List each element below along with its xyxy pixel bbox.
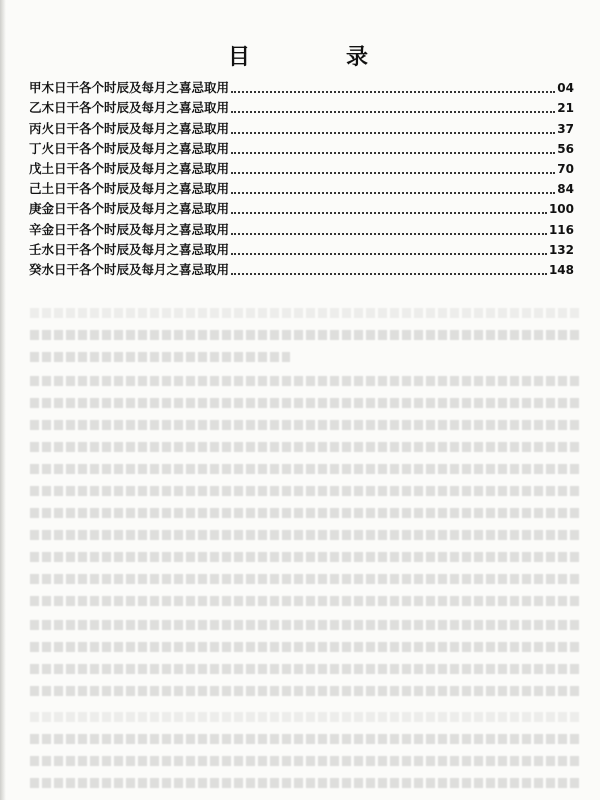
toc-entry-page: 84	[557, 182, 574, 197]
bleed-line	[30, 664, 580, 674]
toc-entry-page: 21	[557, 101, 574, 116]
page-edge-shadow	[0, 0, 6, 800]
bleed-line	[30, 308, 580, 318]
toc-entry-page: 04	[557, 81, 574, 96]
bleed-line	[30, 530, 580, 540]
bleed-line	[30, 352, 290, 362]
toc-entry[interactable]	[29, 137, 574, 157]
bleed-line	[30, 620, 580, 630]
toc-entry-label: 己土日干各个时辰及每月之喜忌取用	[29, 181, 230, 197]
toc-entry-page: 132	[548, 242, 574, 257]
toc-entry-label: 丙火日干各个时辰及每月之喜忌取用	[29, 120, 230, 136]
toc-entry-label: 戊土日干各个时辰及每月之喜忌取用	[29, 160, 230, 176]
toc-entry[interactable]	[29, 258, 574, 278]
bleed-line	[30, 778, 580, 788]
bleed-line	[30, 508, 580, 518]
toc-entry[interactable]	[29, 157, 574, 177]
bleed-line	[30, 686, 580, 696]
bleed-line	[30, 486, 580, 496]
toc-dot-leader	[231, 110, 555, 113]
toc-dot-leader	[231, 211, 547, 214]
toc-entry-label: 癸水日干各个时辰及每月之喜忌取用	[29, 261, 230, 277]
bleed-line	[30, 756, 580, 766]
toc-dot-leader	[231, 151, 555, 154]
toc-entry-label: 庚金日干各个时辰及每月之喜忌取用	[29, 201, 230, 217]
toc-entry-label: 辛金日干各个时辰及每月之喜忌取用	[29, 221, 230, 237]
toc-dot-leader	[231, 252, 547, 255]
toc-entry-page: 148	[548, 262, 574, 277]
toc-dot-leader	[231, 191, 555, 194]
toc-entry[interactable]	[29, 96, 574, 116]
toc-dot-leader	[231, 90, 555, 93]
toc-entry-page: 100	[548, 202, 574, 217]
toc-dot-leader	[231, 171, 555, 174]
toc-dot-leader	[231, 272, 547, 275]
bleed-line	[30, 642, 580, 652]
toc-entry-page: 116	[548, 222, 574, 237]
toc-entry-label: 甲木日干各个时辰及每月之喜忌取用	[29, 80, 230, 96]
bleed-line	[30, 420, 580, 430]
toc-entry-label: 乙木日干各个时辰及每月之喜忌取用	[29, 100, 230, 116]
bleed-line	[30, 712, 580, 722]
toc-entry-label: 壬水日干各个时辰及每月之喜忌取用	[29, 241, 230, 257]
toc-entry[interactable]	[29, 116, 574, 136]
toc-entry[interactable]	[29, 177, 574, 197]
bleed-line	[30, 552, 580, 562]
page-title	[0, 40, 600, 68]
bleed-line	[30, 464, 580, 474]
bleed-line	[30, 398, 580, 408]
bleed-line	[30, 442, 580, 452]
table-of-contents	[29, 76, 574, 278]
toc-entry-label: 丁火日干各个时辰及每月之喜忌取用	[29, 140, 230, 156]
toc-entry-page: 70	[557, 161, 574, 176]
toc-dot-leader	[231, 131, 555, 134]
toc-entry-page: 37	[557, 121, 574, 136]
toc-entry[interactable]	[29, 217, 574, 237]
bleed-line	[30, 376, 580, 386]
toc-entry[interactable]	[29, 238, 574, 258]
title-char-1: 目	[228, 45, 251, 70]
toc-dot-leader	[231, 232, 547, 235]
bleed-line	[30, 574, 580, 584]
bleed-line	[30, 734, 580, 744]
toc-entry[interactable]	[29, 197, 574, 217]
title-char-2: 录	[346, 45, 369, 70]
toc-entry[interactable]	[29, 76, 574, 96]
bleed-line	[30, 596, 580, 606]
bleed-line	[30, 330, 580, 340]
toc-entry-page: 56	[557, 141, 574, 156]
